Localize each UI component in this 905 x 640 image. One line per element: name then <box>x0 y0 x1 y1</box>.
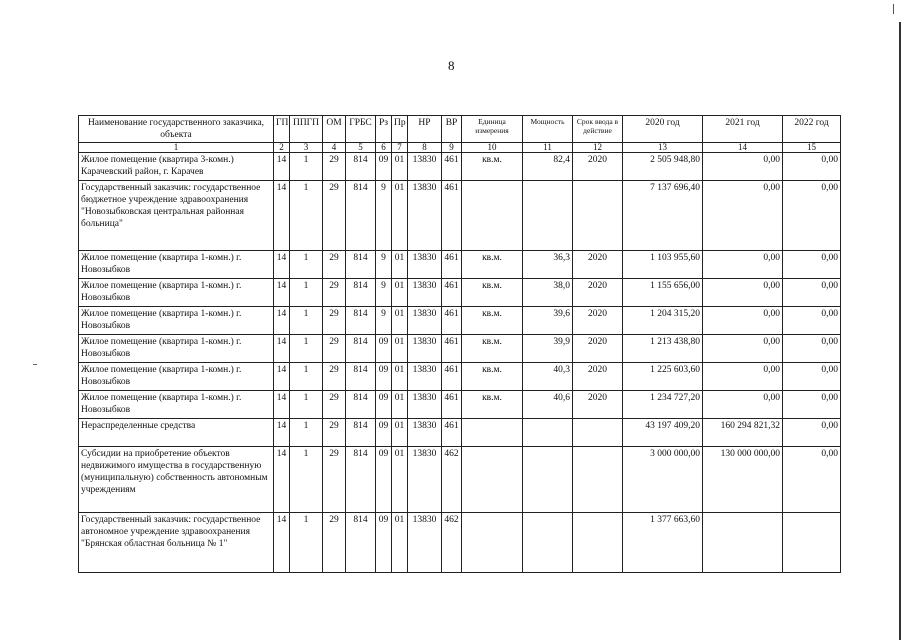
header-pr: Пр <box>392 116 408 143</box>
cell-ppgp: 1 <box>290 419 323 447</box>
cell-capacity: 38,0 <box>523 279 573 307</box>
column-number: 6 <box>376 143 392 153</box>
budget-table <box>78 115 841 573</box>
cell-term: 2020 <box>573 251 623 279</box>
cell-y2020: 1 225 603,60 <box>623 363 703 391</box>
cell-nr: 13830 <box>408 335 442 363</box>
cell-y2020: 1 234 727,20 <box>623 391 703 419</box>
cell-name: Жилое помещение (квартира 1-комн.) г. Новозыбков <box>79 307 274 335</box>
cell-y2021 <box>703 513 783 573</box>
table-row <box>79 251 841 279</box>
cell-y2020: 1 103 955,60 <box>623 251 703 279</box>
cell-vr: 461 <box>442 363 462 391</box>
cell-om: 29 <box>323 447 346 513</box>
cell-vr: 461 <box>442 181 462 251</box>
cell-om: 29 <box>323 279 346 307</box>
cell-y2020: 7 137 696,40 <box>623 181 703 251</box>
cell-nr: 13830 <box>408 251 442 279</box>
cell-pr: 01 <box>392 335 408 363</box>
cell-rz: 9 <box>376 181 392 251</box>
cell-pr: 01 <box>392 279 408 307</box>
cell-name: Жилое помещение (квартира 1-комн.) г. Новозыбков <box>79 279 274 307</box>
cell-pr: 01 <box>392 363 408 391</box>
cell-rz: 09 <box>376 335 392 363</box>
header-name: Наименование государственного заказчика, объекта <box>79 116 274 143</box>
table-row <box>79 513 841 573</box>
page-edge-tick <box>893 4 894 14</box>
cell-rz: 09 <box>376 513 392 573</box>
header-nr: НР <box>408 116 442 143</box>
cell-pr: 01 <box>392 513 408 573</box>
cell-y2020: 1 377 663,60 <box>623 513 703 573</box>
cell-nr: 13830 <box>408 181 442 251</box>
cell-grbs: 814 <box>346 513 376 573</box>
cell-y2020: 1 204 315,20 <box>623 307 703 335</box>
table-row <box>79 279 841 307</box>
cell-vr: 461 <box>442 419 462 447</box>
cell-capacity <box>523 513 573 573</box>
header-capacity: Мощность <box>523 116 573 143</box>
cell-term: 2020 <box>573 307 623 335</box>
cell-name: Жилое помещение (квартира 3-комн.) Карачевский район, г. Карачев <box>79 153 274 181</box>
cell-grbs: 814 <box>346 307 376 335</box>
cell-term <box>573 513 623 573</box>
column-number: 14 <box>703 143 783 153</box>
cell-term <box>573 447 623 513</box>
cell-unit <box>462 447 523 513</box>
cell-y2022: 0,00 <box>783 251 841 279</box>
cell-grbs: 814 <box>346 335 376 363</box>
cell-unit: кв.м. <box>462 335 523 363</box>
cell-grbs: 814 <box>346 419 376 447</box>
cell-unit <box>462 513 523 573</box>
cell-gp: 14 <box>274 307 290 335</box>
cell-y2022 <box>783 513 841 573</box>
header-2022: 2022 год <box>783 116 841 143</box>
cell-vr: 461 <box>442 251 462 279</box>
cell-ppgp: 1 <box>290 279 323 307</box>
header-2021: 2021 год <box>703 116 783 143</box>
cell-y2020: 43 197 409,20 <box>623 419 703 447</box>
cell-grbs: 814 <box>346 363 376 391</box>
cell-grbs: 814 <box>346 279 376 307</box>
cell-pr: 01 <box>392 251 408 279</box>
cell-om: 29 <box>323 335 346 363</box>
cell-pr: 01 <box>392 447 408 513</box>
column-number: 12 <box>573 143 623 153</box>
cell-gp: 14 <box>274 419 290 447</box>
header-om: ОМ <box>323 116 346 143</box>
cell-capacity: 82,4 <box>523 153 573 181</box>
cell-nr: 13830 <box>408 153 442 181</box>
cell-gp: 14 <box>274 447 290 513</box>
cell-nr: 13830 <box>408 447 442 513</box>
cell-capacity <box>523 419 573 447</box>
column-number: 11 <box>523 143 573 153</box>
cell-term <box>573 181 623 251</box>
cell-unit <box>462 181 523 251</box>
cell-y2021: 0,00 <box>703 391 783 419</box>
cell-term: 2020 <box>573 279 623 307</box>
table-row <box>79 307 841 335</box>
cell-rz: 9 <box>376 307 392 335</box>
table-row <box>79 419 841 447</box>
cell-rz: 9 <box>376 279 392 307</box>
cell-ppgp: 1 <box>290 363 323 391</box>
cell-ppgp: 1 <box>290 335 323 363</box>
header-2020: 2020 год <box>623 116 703 143</box>
cell-om: 29 <box>323 391 346 419</box>
cell-om: 29 <box>323 363 346 391</box>
cell-ppgp: 1 <box>290 251 323 279</box>
cell-gp: 14 <box>274 181 290 251</box>
cell-pr: 01 <box>392 391 408 419</box>
column-number: 2 <box>274 143 290 153</box>
table-row <box>79 363 841 391</box>
cell-nr: 13830 <box>408 391 442 419</box>
cell-y2021: 0,00 <box>703 279 783 307</box>
cell-gp: 14 <box>274 153 290 181</box>
header-unit: Единица измерения <box>462 116 523 143</box>
cell-name: Жилое помещение (квартира 1-комн.) г. Новозыбков <box>79 391 274 419</box>
cell-ppgp: 1 <box>290 447 323 513</box>
cell-vr: 461 <box>442 391 462 419</box>
cell-nr: 13830 <box>408 363 442 391</box>
cell-y2022: 0,00 <box>783 181 841 251</box>
cell-name: Нераспределенные средства <box>79 419 274 447</box>
cell-y2022: 0,00 <box>783 335 841 363</box>
cell-gp: 14 <box>274 279 290 307</box>
cell-grbs: 814 <box>346 251 376 279</box>
cell-gp: 14 <box>274 251 290 279</box>
cell-unit: кв.м. <box>462 153 523 181</box>
table-row <box>79 181 841 251</box>
cell-y2020: 3 000 000,00 <box>623 447 703 513</box>
cell-capacity: 39,6 <box>523 307 573 335</box>
cell-y2021: 0,00 <box>703 153 783 181</box>
cell-capacity: 39,9 <box>523 335 573 363</box>
cell-name: Субсидии на приобретение объектов недвижимого имущества в государственную (муниципальную) собственность автономным учреждениям <box>79 447 274 513</box>
cell-unit: кв.м. <box>462 251 523 279</box>
header-grbs: ГРБС <box>346 116 376 143</box>
cell-vr: 461 <box>442 153 462 181</box>
cell-rz: 09 <box>376 447 392 513</box>
cell-pr: 01 <box>392 181 408 251</box>
cell-y2020: 2 505 948,80 <box>623 153 703 181</box>
cell-capacity <box>523 447 573 513</box>
cell-vr: 462 <box>442 513 462 573</box>
cell-name: Государственный заказчик: государственное бюджетное учреждение здравоохранения "Новозыбковская центральная районная больница" <box>79 181 274 251</box>
column-number: 1 <box>79 143 274 153</box>
cell-y2021: 0,00 <box>703 251 783 279</box>
cell-grbs: 814 <box>346 447 376 513</box>
table-row <box>79 447 841 513</box>
cell-y2022: 0,00 <box>783 447 841 513</box>
column-number: 10 <box>462 143 523 153</box>
cell-ppgp: 1 <box>290 181 323 251</box>
cell-om: 29 <box>323 181 346 251</box>
cell-unit: кв.м. <box>462 279 523 307</box>
column-number: 5 <box>346 143 376 153</box>
cell-capacity <box>523 181 573 251</box>
cell-capacity: 40,3 <box>523 363 573 391</box>
column-number: 15 <box>783 143 841 153</box>
column-number: 9 <box>442 143 462 153</box>
page-number: 8 <box>448 58 455 73</box>
cell-grbs: 814 <box>346 391 376 419</box>
cell-ppgp: 1 <box>290 153 323 181</box>
column-number: 7 <box>392 143 408 153</box>
cell-y2022: 0,00 <box>783 391 841 419</box>
cell-om: 29 <box>323 419 346 447</box>
cell-gp: 14 <box>274 335 290 363</box>
cell-grbs: 814 <box>346 181 376 251</box>
cell-term: 2020 <box>573 335 623 363</box>
cell-vr: 461 <box>442 279 462 307</box>
cell-vr: 462 <box>442 447 462 513</box>
cell-nr: 13830 <box>408 419 442 447</box>
cell-gp: 14 <box>274 363 290 391</box>
header-gp: ГП <box>274 116 290 143</box>
cell-y2020: 1 213 438,80 <box>623 335 703 363</box>
cell-rz: 09 <box>376 363 392 391</box>
column-number: 8 <box>408 143 442 153</box>
cell-unit: кв.м. <box>462 363 523 391</box>
cell-unit: кв.м. <box>462 391 523 419</box>
cell-term: 2020 <box>573 153 623 181</box>
cell-nr: 13830 <box>408 307 442 335</box>
cell-name: Жилое помещение (квартира 1-комн.) г. Новозыбков <box>79 363 274 391</box>
cell-name: Жилое помещение (квартира 1-комн.) г. Новозыбков <box>79 335 274 363</box>
cell-name: Жилое помещение (квартира 1-комн.) г. Новозыбков <box>79 251 274 279</box>
table-body <box>79 153 841 573</box>
cell-om: 29 <box>323 251 346 279</box>
cell-grbs: 814 <box>346 153 376 181</box>
cell-om: 29 <box>323 307 346 335</box>
cell-y2021: 0,00 <box>703 335 783 363</box>
cell-y2021: 0,00 <box>703 307 783 335</box>
table-row <box>79 153 841 181</box>
header-vr: ВР <box>442 116 462 143</box>
cell-gp: 14 <box>274 391 290 419</box>
cell-y2022: 0,00 <box>783 279 841 307</box>
cell-pr: 01 <box>392 153 408 181</box>
page-edge-line <box>899 22 901 640</box>
cell-rz: 09 <box>376 153 392 181</box>
cell-vr: 461 <box>442 307 462 335</box>
margin-mark <box>33 364 37 365</box>
cell-term: 2020 <box>573 391 623 419</box>
cell-y2022: 0,00 <box>783 363 841 391</box>
cell-rz: 09 <box>376 419 392 447</box>
cell-y2021: 0,00 <box>703 363 783 391</box>
cell-rz: 9 <box>376 251 392 279</box>
cell-nr: 13830 <box>408 279 442 307</box>
cell-ppgp: 1 <box>290 307 323 335</box>
cell-capacity: 36,3 <box>523 251 573 279</box>
cell-ppgp: 1 <box>290 391 323 419</box>
cell-unit <box>462 419 523 447</box>
cell-vr: 461 <box>442 335 462 363</box>
column-number-row <box>79 143 841 153</box>
cell-gp: 14 <box>274 513 290 573</box>
cell-pr: 01 <box>392 307 408 335</box>
cell-om: 29 <box>323 153 346 181</box>
cell-pr: 01 <box>392 419 408 447</box>
cell-y2022: 0,00 <box>783 419 841 447</box>
cell-y2021: 0,00 <box>703 181 783 251</box>
cell-y2021: 160 294 821,32 <box>703 419 783 447</box>
cell-unit: кв.м. <box>462 307 523 335</box>
header-rz: Рз <box>376 116 392 143</box>
column-number: 3 <box>290 143 323 153</box>
header-ppgp: ППГП <box>290 116 323 143</box>
column-number: 4 <box>323 143 346 153</box>
cell-nr: 13830 <box>408 513 442 573</box>
column-number: 13 <box>623 143 703 153</box>
table-row <box>79 335 841 363</box>
table-row <box>79 391 841 419</box>
cell-ppgp: 1 <box>290 513 323 573</box>
cell-y2020: 1 155 656,00 <box>623 279 703 307</box>
cell-term <box>573 419 623 447</box>
cell-rz: 09 <box>376 391 392 419</box>
cell-name: Государственный заказчик: государственное автономное учреждение здравоохранения "Брянская областная больница № 1" <box>79 513 274 573</box>
cell-y2022: 0,00 <box>783 307 841 335</box>
header-term: Срок ввода в действие <box>573 116 623 143</box>
cell-y2021: 130 000 000,00 <box>703 447 783 513</box>
cell-capacity: 40,6 <box>523 391 573 419</box>
cell-om: 29 <box>323 513 346 573</box>
header-row <box>79 116 841 143</box>
cell-y2022: 0,00 <box>783 153 841 181</box>
cell-term: 2020 <box>573 363 623 391</box>
